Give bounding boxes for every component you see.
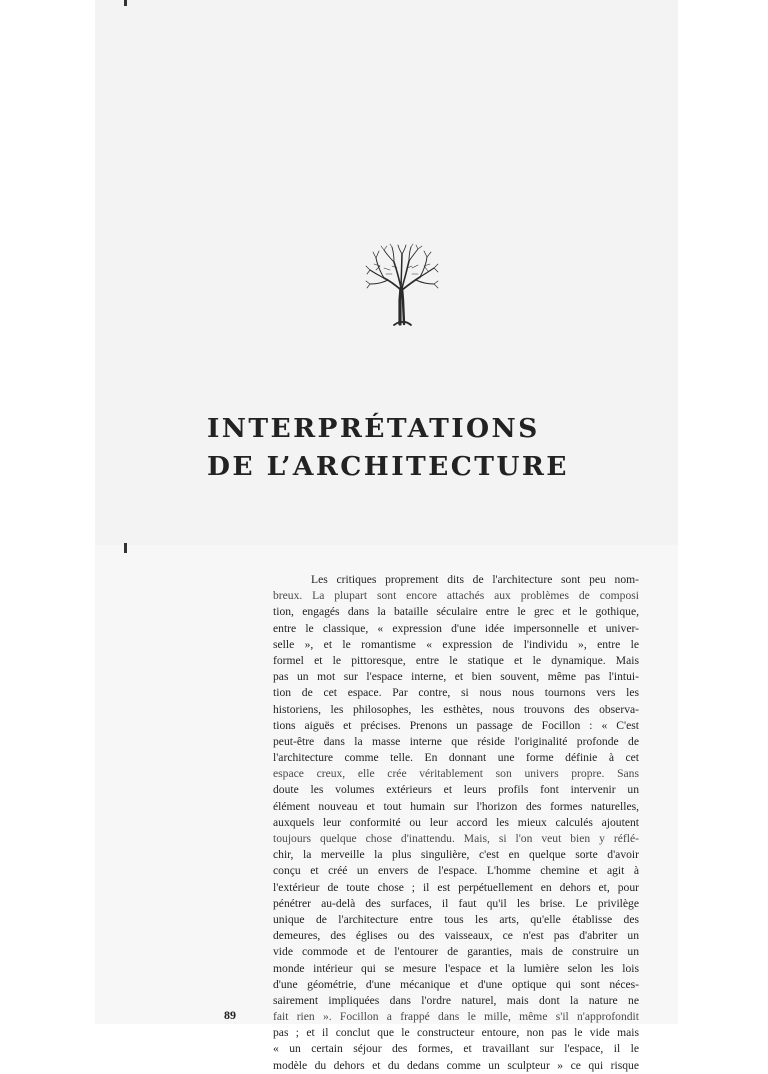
text-line: historiens, les philosophes, les esthètes, nous trouvons des observa- xyxy=(273,702,639,716)
text-line: entre le classique, « expression d'une idée impersonnelle et univer- xyxy=(273,621,639,635)
chapter-title-line-2: DE L’ARCHITECTURE xyxy=(207,451,569,482)
text-line: « un certain séjour des formes, et travaillant sur l'espace, il le xyxy=(273,1042,639,1056)
text-line: monde intérieur qui se mesure l'espace et la lumière selon les lois xyxy=(273,961,639,975)
text-line: tion de cet espace. Par contre, si nous nous tournons vers les xyxy=(273,686,639,700)
text-line: tion, engagés dans la bataille séculaire entre le grec et le gothique, xyxy=(273,605,639,619)
tree-icon xyxy=(364,244,440,326)
text-line: unique de l'architecture entre tous les arts, qu'elle établisse des xyxy=(273,912,639,926)
scan-mark-middle xyxy=(124,543,127,553)
chapter-title-line-1: INTERPRÉTATIONS xyxy=(207,413,540,444)
text-line: selle », et le romantisme « expression de l'individu », entre le xyxy=(273,637,639,651)
text-line: tions aiguës et précises. Prenons un passage de Focillon : « C'est xyxy=(273,718,639,732)
text-line: toujours quelque chose d'inattendu. Mais, si l'on veut bien y réflé- xyxy=(273,832,639,845)
text-line: pas ; et il conclut que le constructeur entoure, non pas le vide mais xyxy=(273,1026,639,1040)
text-line: élément nouveau et tout humain sur l'horizon des formes naturelles, xyxy=(273,799,639,813)
text-line: demeures, des églises ou des vaisseaux, ce n'est pas d'abriter un xyxy=(273,929,639,943)
text-line: sairement impliquées dans l'ordre naturel, mais dont la nature ne xyxy=(273,993,639,1007)
text-line: doute les volumes extérieurs et leurs profils font intervenir un xyxy=(273,783,639,797)
text-line: Les critiques proprement dits de l'architecture sont peu nom- xyxy=(311,573,639,586)
text-line: pénétrer au-delà des surfaces, il faut qu'il les brise. Le privilège xyxy=(273,896,639,910)
text-line: chir, la merveille la plus singulière, c'est en quelque sorte d'avoir xyxy=(273,848,639,862)
text-line: fait rien ». Focillon a frappé dans le mille, même s'il n'approfondit xyxy=(273,1010,639,1024)
text-line: pas un mot sur l'espace interne, et bien souvent, même pas l'intui- xyxy=(273,670,639,684)
text-line: d'une géométrie, d'une mécanique et d'une optique qui sont néces- xyxy=(273,977,639,991)
page-number: 89 xyxy=(224,1008,236,1022)
text-line: espace creux, elle crée véritablement son univers propre. Sans xyxy=(273,767,639,781)
text-line: breux. La plupart sont encore attachés aux problèmes de composi xyxy=(273,589,639,603)
chapter-title xyxy=(207,410,569,486)
text-line: modèle du dehors et du dedans comme un sculpteur » ce qui risque xyxy=(273,1058,639,1072)
scan-mark-top xyxy=(124,0,127,6)
text-line: l'extérieur de toute chose ; il est perpétuellement en dehors et, pour xyxy=(273,880,639,894)
text-line: l'architecture comme telle. En donnant une forme définie à cet xyxy=(273,751,639,765)
text-line: peut-être dans la masse interne que réside l'originalité profonde de xyxy=(273,734,639,748)
text-line: formel et le pittoresque, entre le statique et le dynamique. Mais xyxy=(273,653,639,667)
text-line: auxquels leur conformité ou leur accord les mieux calculés ajoutent xyxy=(273,815,639,829)
text-line: conçu et créé un envers de l'espace. L'homme chemine et agit à xyxy=(273,864,639,878)
body-paragraph xyxy=(273,572,639,1074)
text-line: vide commode et de l'entourer de garanties, mais de construire un xyxy=(273,945,639,959)
